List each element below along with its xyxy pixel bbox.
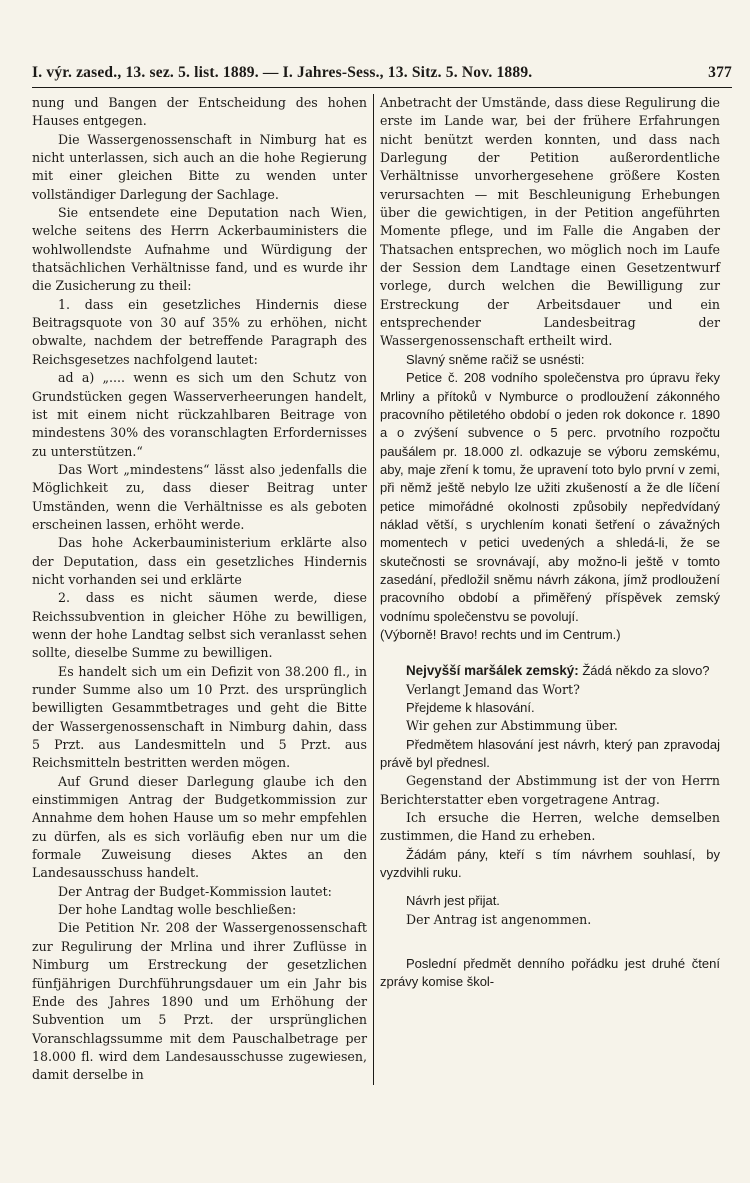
paragraph: (Výborně! Bravo! rechts und im Centrum.) [380, 626, 621, 642]
paragraph [380, 929, 720, 955]
paragraph: Der hohe Landtag wolle beschließen: [58, 902, 297, 918]
running-header: I. výr. zased., 13. sez. 5. list. 1889. — I. Jahres-Sess., 13. Sitz. 5. Nov. 1889. [32, 64, 533, 81]
paragraph: Es handelt sich um ein Defizit von 38.200 fl., in runder Summe also um 10 Przt. des ursprünglich bewilligten Gesammtbetrages und geht die Bitte der Wassergenossenschaft in Nimburg dahin, dass 5 Przt. aus Landesmitteln und 5 Przt. aus Reichsmitteln bestritten werden mögen. [32, 663, 367, 771]
paragraph: Die Wassergenossenschaft in Nimburg hat es nicht unterlassen, sich auch an die hohe Regierung mit einer gleichen Bitte zu wenden unter vollständiger Darlegung der Sachlage. [32, 131, 367, 202]
paragraph [380, 644, 720, 662]
right-column [380, 94, 720, 1085]
paragraph: Žádám pány, kteří s tím návrhem souhlasí, by vyzdvihli ruku. [380, 846, 720, 881]
paragraph: Petice č. 208 vodního společenstva pro úpravu řeky Mrliny a přítoků v Nymburce o prodloužení zákonného pracovního pětiletého období o jeden rok dokonce r. 1890 a o zvýšení subvence o 5 perc. prvotního rozpočtu paušálem pr. 18.000 zl. odkazuje se výboru zemskému, aby, maje zření k tomu, že upravení toto bylo první v zemi, při němž ještě nebylo lze užiti zkušeností a že dle líčení petice mimořádné okolnosti způsobily nepředvídaný náklad větší, s urychlením konati šetření o závažných momentech v petici uvedených a shledá-li, že se skutečnosti se srovnávají, aby možno-li ještě v tomto zasedání, předložil sněmu návrh zákona, jímž prodloužení pracovního období a přiměřený příspěvek zemský vodnímu společenstvu se povolují. [380, 370, 720, 624]
paragraph [380, 882, 720, 892]
paragraph: Slavný sněme račiž se usnésti: [406, 351, 585, 367]
page-header [32, 0, 732, 88]
paragraph: Verlangt Jemand das Wort? [406, 681, 580, 697]
paragraph: nung und Bangen der Entscheidung des hohen Hauses entgegen. [32, 95, 367, 129]
paragraph: ad a) „.... wenn es sich um den Schutz von Grundstücken gegen Wasserverheerungen handelt, ist mit einem nicht rückzahlbaren Beitrage von mindestens 30% des voranschlagten Erfordernisses zu unterstützen.“ [32, 370, 367, 459]
paragraph: Das hohe Ackerbauministerium erklärte also der Deputation, dass ein gesetzliches Hindernis nicht vorhanden sei und erklärte [32, 535, 367, 587]
paragraph: Wir gehen zur Abstimmung über. [406, 718, 618, 734]
paragraph: Der Antrag der Budget-Kommission lautet: [58, 883, 332, 899]
paragraph: 1. dass ein gesetzliches Hindernis diese Beitragsquote von 30 auf 35% zu erhöhen, nicht obwalte, nachdem der betreffende Paragraph des Reichsgesetzes nachfolgend lautet: [32, 296, 367, 367]
page-number: 377 [708, 64, 732, 81]
paragraph: Návrh jest přijat. [406, 893, 500, 909]
paragraph: 2. dass es nicht säumen werde, diese Reichssubvention in gleicher Höhe zu bewilligen, wenn der hohe Landtag selbst sich veranlasst sehen sollte, dieselbe Summe zu bewilligen. [32, 590, 367, 661]
paragraph: Auf Grund dieser Darlegung glaube ich den einstimmigen Antrag der Budgetkommission zur Annahme dem hohen Hause um so mehr empfehlen zu dürfen, als es sich vorläufig eben nur um die formale Zuweisung dieses Aktes an den Landesausschuss handelt. [32, 773, 367, 881]
paragraph: Die Petition Nr. 208 der Wassergenossenschaft zur Regulirung der Mrlina und ihrer Zuflüsse in Nimburg um Erstreckung der gesetzlichen fünfjährigen Durchführungsdauer um ein Jahr bis Ende des Jahres 1890 und um Erhöhung der Subvention um 5 Przt. der ursprünglichen Voranschlagssumme mit dem Pauschalbetrage per 18.000 fl. wird dem Landesausschusse zugewiesen, damit derselbe in [32, 920, 367, 1083]
text-columns [32, 94, 732, 1085]
speaker-name: Nejvyšší maršálek zemský: [406, 663, 579, 679]
paragraph: Anbetracht der Umstände, dass diese Regulirung die erste im Lande war, bei der frühere Erfahrungen nicht benützt werden konnten, und dass nach Darlegung der Petition außerordentliche Verhältnisse unvorhergesehene größere Kosten verursachten — mit Beschleunigung Erhebungen über die gewichtigen, in der Petition angeführten Momente pflege, und im Falle die Angaben der Thatsachen entsprechen, wo möglich noch im Laufe der Session dem Landtage einen Gesetzentwurf vorlege, durch welchen die Bewilligung zur Erstreckung der Arbeitsdauer und ein entsprechender Landesbeitrag der Wassergenossenschaft ertheilt wird. [380, 95, 720, 349]
paragraph: Gegenstand der Abstimmung ist der von Herrn Berichterstatter eben vorgetragene Antrag. [380, 773, 720, 807]
paragraph [380, 662, 720, 680]
paragraph: Přejdeme k hlasování. [406, 700, 535, 715]
paragraph: Předmětem hlasování jest návrh, který pan zpravodaj právě byl přednesl. [380, 736, 720, 771]
left-column [32, 94, 374, 1085]
paragraph: Ich ersuche die Herren, welche demselben zustimmen, die Hand zu erheben. [380, 810, 720, 844]
paragraph: Der Antrag ist angenommen. [406, 911, 592, 927]
paragraph: Sie entsendete eine Deputation nach Wien, welche seitens des Herrn Ackerbauministers die wohlwollendste Aufnahme und Würdigung der thatsächlichen Verhältnisse fand, und es wurde ihr die Zusicherung zu theil: [32, 205, 367, 294]
paragraph: Das Wort „mindestens“ lässt also jedenfalls die Möglichkeit zu, dass dieser Beitrag unter Umständen, wenn die Verhältnisse es als geboten erscheinen lassen, erhöht werde. [32, 461, 367, 532]
paragraph: Poslední předmět denního pořádku jest druhé čtení zprávy komise škol- [380, 956, 720, 990]
speech-text: Žádá někdo za slovo? [578, 663, 710, 679]
